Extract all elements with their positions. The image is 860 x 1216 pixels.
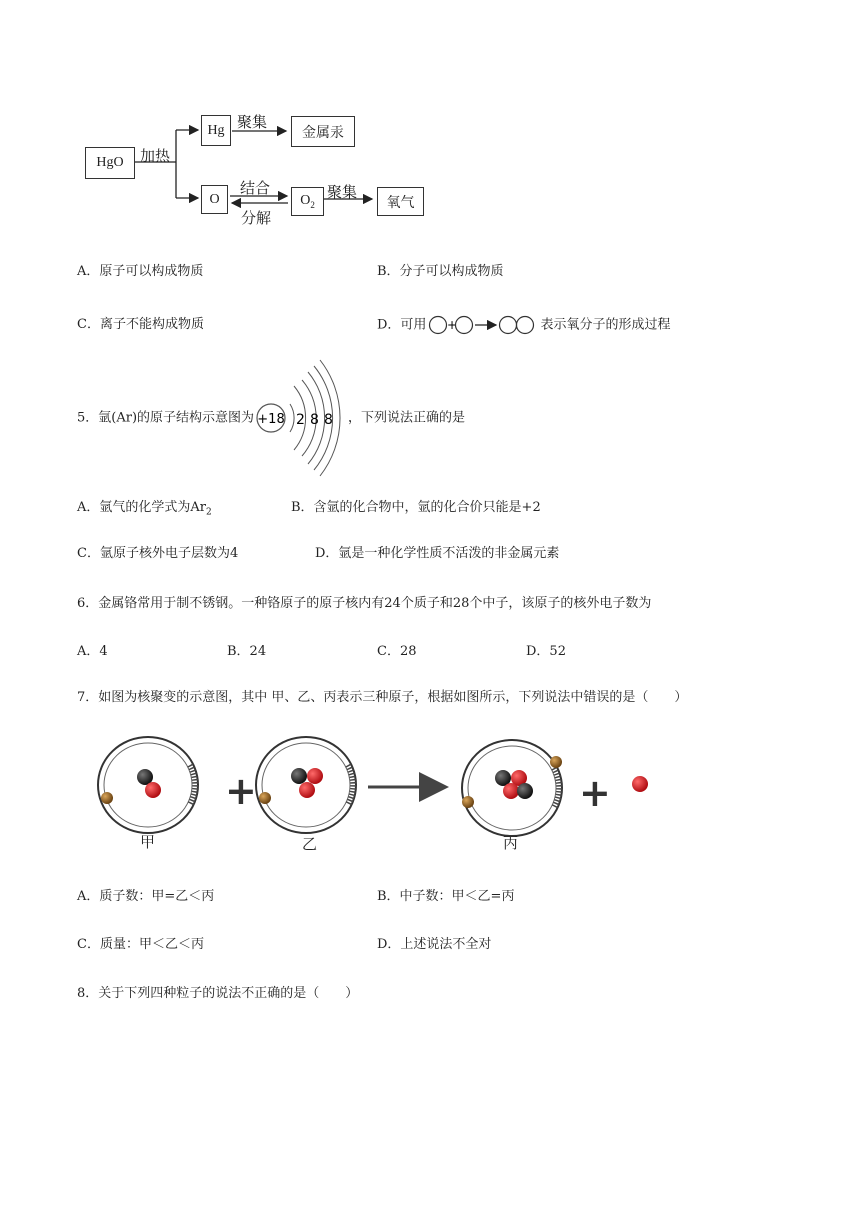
combine-label: 结合: [240, 179, 271, 197]
q4-option-a: A．原子可以构成物质: [77, 264, 204, 279]
jia-proton: [145, 782, 161, 798]
mercury-box: [291, 116, 355, 147]
atom-bing: [462, 740, 562, 836]
q5-option-b: B．含氩的化合物中，氩的化合价只能是+2: [291, 500, 541, 515]
yi-neutron: [307, 768, 323, 784]
o2-box: [291, 187, 324, 216]
q7-stem: 7．如图为核聚变的示意图，其中 甲、乙、丙表示三种原子，根据如图所示，下列说法中错误的是（ ）: [77, 690, 688, 705]
flow-arrows: [0, 0, 860, 230]
shell-3-electrons: 8: [324, 412, 333, 428]
o-label: O: [209, 191, 220, 207]
hg-box: [201, 115, 231, 146]
shell-2-electrons: 8: [310, 412, 319, 428]
fusion-plus-1: +: [225, 769, 257, 813]
bing-electron: [550, 756, 562, 768]
q6-stem: 6．金属铬常用于制不锈钢。一种铬原子的原子核内有24个质子和28个中子，该原子的核外电子数为: [77, 596, 652, 611]
q8-stem: 8．关于下列四种粒子的说法不正确的是（ ）: [77, 986, 359, 1001]
atom-yi: [256, 737, 356, 833]
q4-option-b: B．分子可以构成物质: [377, 264, 504, 279]
bing-proton: [503, 783, 519, 799]
q4-option-d: [377, 316, 670, 335]
o-box: [201, 185, 228, 214]
mercury-label: 金属汞: [302, 125, 344, 141]
q5-option-c: C．氩原子核外电子层数为4: [77, 546, 239, 561]
bing-neutron: [517, 783, 533, 799]
oxygen-molecule-formation-figure: [426, 316, 540, 334]
yi-proton: [299, 782, 315, 798]
plus-sign: +: [447, 318, 458, 332]
q4-option-d-suffix: 表示氧分子的形成过程: [540, 317, 671, 333]
bing-electron: [462, 796, 474, 808]
hgo-label: HgO: [96, 155, 124, 170]
q5-stem-suffix: ，下列说法正确的是: [348, 410, 466, 426]
q6-option-c: C．28: [377, 644, 417, 659]
q5-stem: [77, 409, 465, 428]
yi-label: 乙: [302, 835, 318, 853]
gather-label-1: 聚集: [237, 113, 268, 131]
bing-label: 丙: [503, 834, 519, 852]
q7-option-a: A．质子数：甲=乙＜丙: [77, 889, 215, 904]
q6-option-d: D．52: [526, 644, 566, 659]
yi-electron: [259, 792, 271, 804]
q7-option-b: B．中子数：甲＜乙=丙: [377, 889, 515, 904]
q5-option-a: A．氩气的化学式为$Ar_2$: [77, 500, 212, 518]
q4-option-c: C．离子不能构成物质: [77, 317, 204, 332]
shell-1-electrons: 2: [296, 412, 305, 428]
o2-label: $O_2$: [300, 193, 315, 210]
atom-jia: [98, 737, 198, 833]
q5-stem-prefix: 5．氩(Ar)的原子结构示意图为: [77, 410, 255, 426]
q4-option-d-prefix: D．可用: [377, 317, 427, 333]
q5-option-d: D．氩是一种化学性质不活泼的非金属元素: [315, 546, 560, 561]
oxygen-label: 氧气: [386, 195, 415, 211]
jia-label: 甲: [140, 833, 156, 851]
heat-label: 加热: [140, 147, 171, 165]
oxygen-box: [377, 187, 424, 216]
argon-atom-structure-figure: [254, 409, 348, 427]
hgo-box: [85, 147, 135, 179]
q7-option-c: C．质量：甲＜乙＜丙: [77, 937, 204, 952]
fusion-plus-2: +: [579, 771, 611, 815]
gather-label-2: 聚集: [327, 183, 358, 201]
yi-neutron: [291, 768, 307, 784]
q6-option-a: A．4: [77, 644, 108, 659]
nucleus-charge: +18: [257, 412, 285, 427]
free-neutron: [632, 776, 648, 792]
q6-option-b: B．24: [227, 644, 267, 659]
hg-label: Hg: [207, 122, 225, 138]
decompose-label: 分解: [241, 209, 272, 227]
jia-electron: [101, 792, 113, 804]
q7-option-d: D．上述说法不全对: [377, 937, 492, 952]
